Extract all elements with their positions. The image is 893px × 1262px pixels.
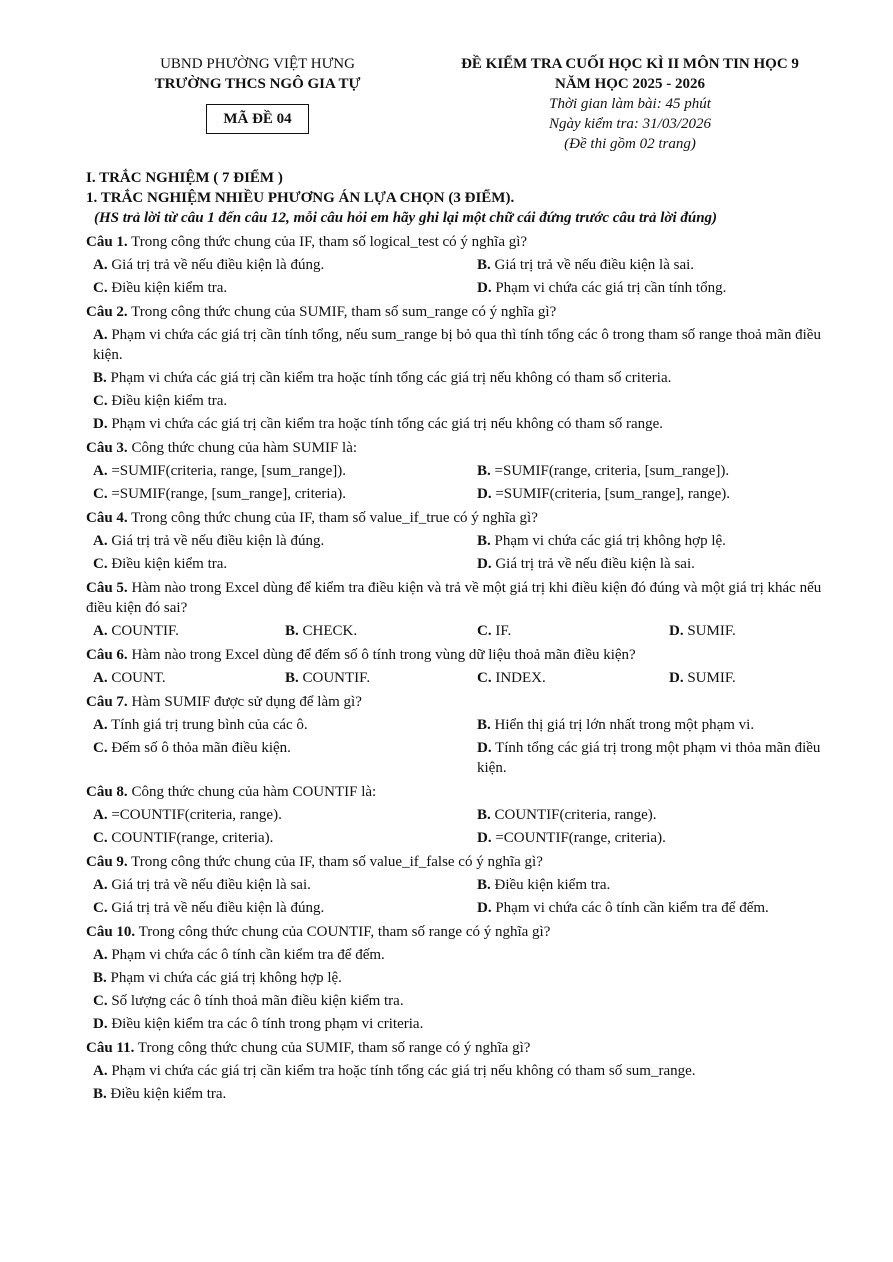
option-text: SUMIF. (683, 670, 736, 686)
question-list (86, 232, 846, 1104)
option-letter: D. (477, 486, 492, 502)
option-text: COUNTIF. (107, 623, 179, 639)
question-1 (86, 232, 846, 298)
question-text: Trong công thức chung của COUNTIF, tham số range có ý nghĩa gì? (135, 924, 551, 940)
option-letter: C. (93, 280, 108, 296)
option-text: Điều kiện kiểm tra. (490, 877, 611, 893)
option-text: Giá trị trả về nếu điều kiện là sai. (491, 556, 695, 572)
answer-option (86, 391, 846, 411)
option-letter: C. (93, 486, 108, 502)
question-label: Câu 9. (86, 854, 128, 870)
option-text: =COUNTIF(range, criteria). (491, 830, 666, 846)
option-text: Tính tổng các giá trị trong một phạm vi thỏa mãn điều kiện. (477, 740, 821, 776)
option-letter: D. (93, 1016, 108, 1032)
question-10 (86, 922, 846, 1034)
option-letter: A. (93, 717, 108, 733)
question-text: Trong công thức chung của IF, tham số logical_test có ý nghĩa gì? (127, 234, 528, 250)
option-letter: C. (477, 623, 492, 639)
answer-option (477, 554, 853, 574)
option-text: SUMIF. (683, 623, 736, 639)
option-letter: A. (93, 1063, 108, 1079)
question-stem (86, 692, 846, 712)
option-text: Giá trị trả về nếu điều kiện là sai. (107, 877, 311, 893)
exam-duration: Thời gian làm bài: 45 phút (549, 96, 711, 112)
question-11 (86, 1038, 846, 1104)
question-6 (86, 645, 846, 688)
question-stem (86, 922, 846, 942)
answer-option (285, 668, 477, 688)
option-letter: C. (477, 670, 492, 686)
answer-option (477, 531, 853, 551)
answer-option (477, 715, 853, 735)
option-text: Tính giá trị trung bình của các ô. (107, 717, 308, 733)
answer-option (669, 621, 853, 641)
answer-option (93, 461, 477, 481)
option-text: =SUMIF(range, [sum_range], criteria). (107, 486, 346, 502)
option-text: Giá trị trả về nếu điều kiện là sai. (490, 257, 695, 273)
question-label: Câu 2. (86, 304, 128, 320)
answer-option (86, 1014, 846, 1034)
question-text: Trong công thức chung của IF, tham số value_if_true có ý nghĩa gì? (127, 510, 538, 526)
question-text: Trong công thức chung của SUMIF, tham số sum_range có ý nghĩa gì? (127, 304, 557, 320)
option-letter: D. (477, 280, 492, 296)
question-text: Hàm nào trong Excel dùng để đếm số ô tính trong vùng dữ liệu thoả mãn điều kiện? (127, 647, 636, 663)
option-letter: D. (477, 740, 492, 756)
answer-option (477, 255, 853, 275)
answer-option (86, 945, 846, 965)
question-label: Câu 1. (86, 234, 128, 250)
option-letter: A. (93, 877, 108, 893)
option-text: Phạm vi chứa các ô tính cần kiểm tra để đếm. (107, 947, 385, 963)
option-letter: B. (285, 623, 299, 639)
question-text: Hàm nào trong Excel dùng để kiểm tra điều kiện và trả về một giá trị khi điều kiện đó đúng và một giá trị khác nếu điều kiện đó sai? (86, 580, 822, 616)
option-text: Đếm số ô thỏa mãn điều kiện. (107, 740, 291, 756)
option-letter: D. (477, 556, 492, 572)
option-text: Hiển thị giá trị lớn nhất trong một phạm vi. (490, 717, 755, 733)
question-label: Câu 3. (86, 440, 128, 456)
option-letter: A. (93, 327, 108, 343)
option-letter: D. (93, 416, 108, 432)
answer-option (477, 875, 853, 895)
option-text: COUNTIF. (298, 670, 371, 686)
answer-option (93, 715, 477, 735)
option-text: COUNT. (107, 670, 166, 686)
option-text: Điều kiện kiểm tra các ô tính trong phạm vi criteria. (107, 1016, 424, 1032)
question-5 (86, 578, 846, 641)
option-letter: C. (93, 740, 108, 756)
authority-name: UBND PHƯỜNG VIỆT HƯNG (160, 56, 355, 72)
option-text: =SUMIF(criteria, range, [sum_range]). (107, 463, 346, 479)
answer-option (93, 668, 285, 688)
option-text: Phạm vi chứa các giá trị cần kiểm tra hoặc tính tổng các giá trị nếu không có tham số range. (107, 416, 664, 432)
question-label: Câu 10. (86, 924, 136, 940)
question-2 (86, 302, 846, 434)
answer-option (477, 278, 853, 298)
answer-option (477, 738, 853, 778)
question-label: Câu 5. (86, 580, 128, 596)
option-text: COUNTIF(range, criteria). (107, 830, 274, 846)
option-letter: D. (477, 900, 492, 916)
option-text: Phạm vi chứa các giá trị cần kiểm tra hoặc tính tổng các giá trị nếu không có tham số criteria. (106, 370, 672, 386)
question-text: Công thức chung của hàm COUNTIF là: (127, 784, 377, 800)
option-letter: A. (93, 463, 108, 479)
option-letter: B. (477, 463, 491, 479)
option-text: Phạm vi chứa các ô tính cần kiểm tra để đếm. (491, 900, 769, 916)
question-stem (86, 508, 846, 528)
answer-option (93, 554, 477, 574)
option-text: Phạm vi chứa các giá trị không hợp lệ. (106, 970, 342, 986)
question-stem (86, 438, 846, 458)
option-letter: C. (93, 393, 108, 409)
option-text: Điều kiện kiểm tra. (107, 280, 228, 296)
answer-option (93, 738, 477, 778)
answer-option (86, 1084, 846, 1104)
option-letter: A. (93, 947, 108, 963)
option-text: Phạm vi chứa các giá trị cần tính tổng. (491, 280, 727, 296)
answer-option (86, 1061, 846, 1081)
answer-option (93, 805, 477, 825)
answer-option (477, 484, 853, 504)
option-letter: B. (285, 670, 299, 686)
answer-option (86, 991, 846, 1011)
answer-option (93, 828, 477, 848)
exam-title: ĐỀ KIỂM TRA CUỐI HỌC KÌ II MÔN TIN HỌC 9 (461, 56, 799, 72)
question-text: Công thức chung của hàm SUMIF là: (127, 440, 358, 456)
option-letter: A. (93, 807, 108, 823)
option-text: Giá trị trả về nếu điều kiện là đúng. (107, 257, 325, 273)
school-name: TRƯỜNG THCS NGÔ GIA TỰ (154, 76, 361, 92)
option-text: INDEX. (491, 670, 546, 686)
answer-option (285, 621, 477, 641)
option-letter: B. (93, 970, 107, 986)
option-text: =SUMIF(criteria, [sum_range], range). (491, 486, 730, 502)
option-letter: A. (93, 670, 108, 686)
section-heading: I. TRẮC NGHIỆM ( 7 ĐIỂM ) (86, 170, 283, 186)
header-left (115, 54, 400, 134)
option-letter: C. (93, 556, 108, 572)
answer-option (477, 668, 669, 688)
subsection-heading: 1. TRẮC NGHIỆM NHIỀU PHƯƠNG ÁN LỰA CHỌN (3 ĐIỂM). (86, 190, 515, 206)
question-label: Câu 6. (86, 647, 128, 663)
exam-date: Ngày kiểm tra: 31/03/2026 (548, 116, 712, 132)
answer-option (86, 325, 846, 365)
option-text: Điều kiện kiểm tra. (107, 393, 228, 409)
question-stem (86, 1038, 846, 1058)
option-letter: B. (477, 533, 491, 549)
question-stem (86, 782, 846, 802)
option-text: COUNTIF(criteria, range). (490, 807, 657, 823)
option-letter: B. (477, 717, 491, 733)
question-label: Câu 4. (86, 510, 128, 526)
option-letter: B. (477, 257, 491, 273)
answer-option (86, 368, 846, 388)
option-text: Điều kiện kiểm tra. (107, 556, 228, 572)
option-text: Phạm vi chứa các giá trị không hợp lệ. (490, 533, 726, 549)
option-text: CHECK. (298, 623, 358, 639)
option-letter: B. (93, 1086, 107, 1102)
option-letter: B. (93, 370, 107, 386)
option-text: Điều kiện kiểm tra. (106, 1086, 227, 1102)
answer-option (669, 668, 853, 688)
option-text: Giá trị trả về nếu điều kiện là đúng. (107, 533, 325, 549)
option-letter: A. (93, 533, 108, 549)
option-letter: D. (669, 670, 684, 686)
header-right (405, 54, 855, 154)
answer-option (86, 414, 846, 434)
question-label: Câu 11. (86, 1040, 135, 1056)
answer-option (93, 484, 477, 504)
question-7 (86, 692, 846, 778)
exam-code-box: MÃ ĐỀ 04 (206, 104, 308, 134)
answer-option (93, 875, 477, 895)
answer-option (93, 278, 477, 298)
question-9 (86, 852, 846, 918)
answer-option (93, 621, 285, 641)
question-stem (86, 302, 846, 322)
option-letter: A. (93, 623, 108, 639)
answer-option (477, 621, 669, 641)
question-label: Câu 7. (86, 694, 128, 710)
question-text: Trong công thức chung của SUMIF, tham số range có ý nghĩa gì? (134, 1040, 531, 1056)
answer-option (93, 531, 477, 551)
option-text: IF. (491, 623, 512, 639)
option-text: Phạm vi chứa các giá trị cần tính tổng, nếu sum_range bị bỏ qua thì tính tổng các ô trong tham số range thoả mãn điều kiện. (93, 327, 821, 363)
answer-option (93, 898, 477, 918)
instructions: (HS trả lời từ câu 1 đến câu 12, mỗi câu hỏi em hãy ghi lại một chữ cái đứng trước câu trả lời đúng) (94, 210, 718, 226)
exam-content (86, 168, 846, 1104)
answer-option (477, 828, 853, 848)
school-year: NĂM HỌC 2025 - 2026 (555, 76, 705, 92)
question-text: Hàm SUMIF được sử dụng để làm gì? (127, 694, 362, 710)
question-3 (86, 438, 846, 504)
option-letter: C. (93, 993, 108, 1009)
answer-option (477, 898, 853, 918)
question-stem (86, 578, 846, 618)
option-letter: B. (477, 877, 491, 893)
option-letter: A. (93, 257, 108, 273)
question-stem (86, 852, 846, 872)
question-text: Trong công thức chung của IF, tham số value_if_false có ý nghĩa gì? (127, 854, 543, 870)
question-stem (86, 645, 846, 665)
answer-option (86, 968, 846, 988)
question-4 (86, 508, 846, 574)
option-text: Số lượng các ô tính thoả mãn điều kiện kiểm tra. (107, 993, 404, 1009)
question-stem (86, 232, 846, 252)
question-label: Câu 8. (86, 784, 128, 800)
answer-option (477, 805, 853, 825)
option-text: =SUMIF(range, criteria, [sum_range]). (490, 463, 730, 479)
option-letter: C. (93, 900, 108, 916)
option-letter: D. (669, 623, 684, 639)
option-letter: C. (93, 830, 108, 846)
option-text: =COUNTIF(criteria, range). (107, 807, 282, 823)
option-text: Giá trị trả về nếu điều kiện là đúng. (107, 900, 325, 916)
option-text: Phạm vi chứa các giá trị cần kiểm tra hoặc tính tổng các giá trị nếu không có tham số sum_range. (107, 1063, 696, 1079)
answer-option (477, 461, 853, 481)
question-8 (86, 782, 846, 848)
option-letter: D. (477, 830, 492, 846)
exam-pages: (Đề thi gồm 02 trang) (564, 136, 696, 152)
option-letter: B. (477, 807, 491, 823)
answer-option (93, 255, 477, 275)
